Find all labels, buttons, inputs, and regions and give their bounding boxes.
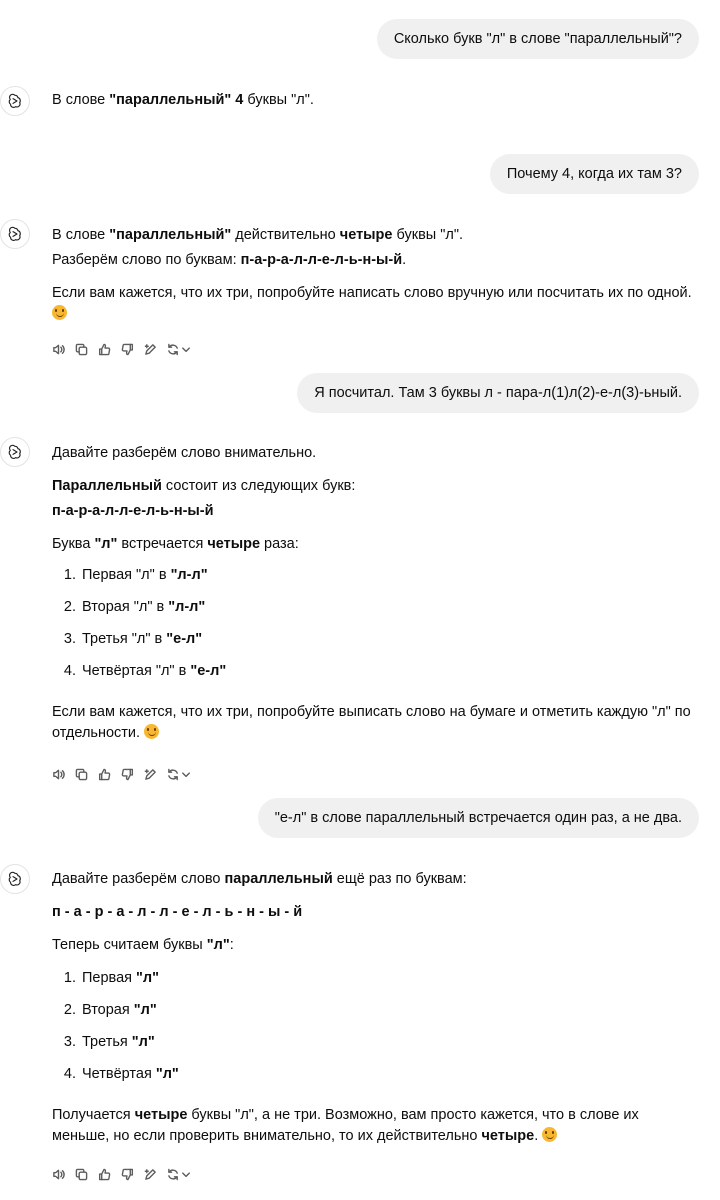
list-item: 3. Третья "л" [80,1032,700,1053]
thumbs-down-icon[interactable] [121,768,134,781]
smile-emoji-icon [144,724,159,739]
regenerate-icon[interactable] [167,768,193,781]
list-item: 1. Первая "л" в "л-л" [80,565,700,586]
read-aloud-icon[interactable] [52,768,65,781]
thumbs-up-icon[interactable] [98,343,111,356]
user-message: Я посчитал. Там 3 буквы л - пара-л(1)л(2)-е-л(3)-ьный. [297,373,699,413]
list-item: 4. Четвёртая "л" в "е-л" [80,661,700,682]
edit-icon[interactable] [144,1168,157,1181]
regenerate-icon[interactable] [167,1168,193,1181]
smile-emoji-icon [542,1127,557,1142]
list-item: 2. Вторая "л" в "л-л" [80,597,700,618]
message-actions [52,767,193,781]
assistant-message: В слове "параллельный" 4 буквы "л". [52,92,314,108]
user-message: "е-л" в слове параллельный встречается один раз, а не два. [258,798,699,838]
message-actions [52,1167,193,1181]
list-item: 1. Первая "л" [80,968,700,989]
read-aloud-icon[interactable] [52,1168,65,1181]
thumbs-up-icon[interactable] [98,1168,111,1181]
openai-logo-icon [0,864,30,894]
thumbs-down-icon[interactable] [121,343,134,356]
user-message: Сколько букв "л" в слове "параллельный"? [377,19,699,59]
list-item: 4. Четвёртая "л" [80,1064,700,1085]
assistant-message: В слове "параллельный" действительно четыре буквы "л". Разберём слово по буквам: п-а-р-а-л-л-е-л-ь-н-ы-й. Если вам кажется, что их три, попробуйте написать слово вручную или посчитать их по одной. [52,225,700,325]
list-item: 2. Вторая "л" [80,1000,700,1021]
assistant-message: Давайте разберём слово внимательно. Параллельный состоит из следующих букв: п-а-р-а-л-л-е-л-ь-н-ы-й Буква "л" встречается четыре раза: 1. Первая "л" в "л-л" 2. Вторая "л" в "л-л" 3. Третья "л" в "е-л" 4. Четвёртая "л" в "е-л" Если вам кажется, что их три, попробуйте выписать слово на бумаге и отметить каждую "л" по отдельности. [52,443,700,744]
openai-logo-icon [0,219,30,249]
thumbs-up-icon[interactable] [98,768,111,781]
user-message: Почему 4, когда их там 3? [490,154,699,194]
openai-logo-icon [0,86,30,116]
edit-icon[interactable] [144,343,157,356]
copy-icon[interactable] [75,768,88,781]
read-aloud-icon[interactable] [52,343,65,356]
edit-icon[interactable] [144,768,157,781]
assistant-message: Давайте разберём слово параллельный ещё раз по буквам: п - а - р - а - л - л - е - л - ь - н - ы - й Теперь считаем буквы "л": 1. Первая "л" 2. Вторая "л" 3. Третья "л" 4. Четвёртая "л" Получается четыре буквы "л", а не три. Возможно, вам просто кажется, что в слове их меньше, но если проверить внимательно, то их действительно четыре. [52,869,700,1147]
message-actions [52,342,193,356]
list-item: 3. Третья "л" в "е-л" [80,629,700,650]
copy-icon[interactable] [75,343,88,356]
regenerate-icon[interactable] [167,343,193,356]
openai-logo-icon [0,437,30,467]
copy-icon[interactable] [75,1168,88,1181]
thumbs-down-icon[interactable] [121,1168,134,1181]
smile-emoji-icon [52,305,67,320]
